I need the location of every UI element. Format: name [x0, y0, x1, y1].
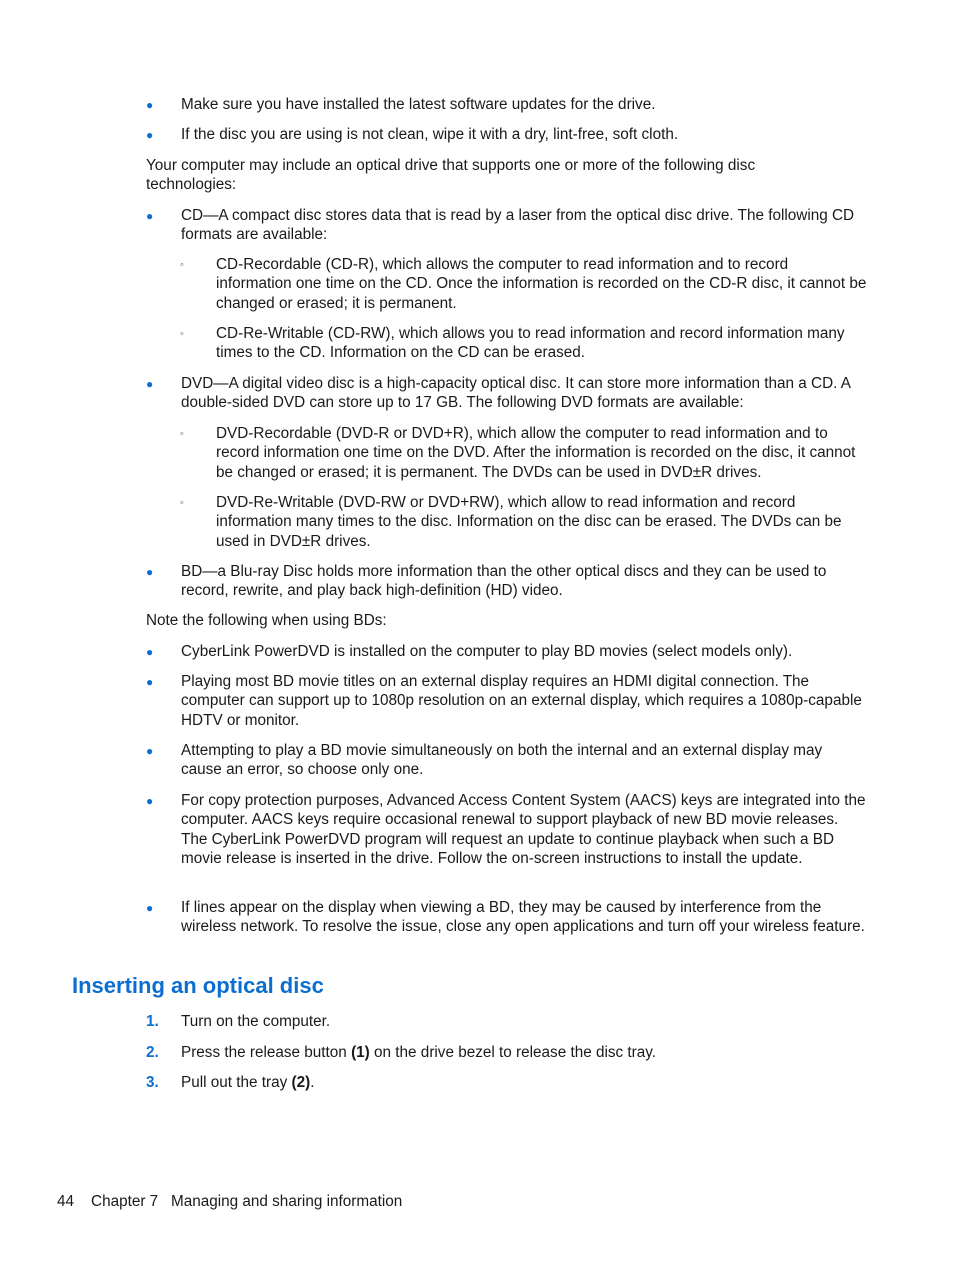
bullet-icon: ●: [146, 901, 154, 915]
bullet-icon: ●: [146, 645, 154, 659]
bullet-icon: ●: [146, 98, 154, 112]
paragraph: Note the following when using BDs:: [146, 612, 387, 629]
bullet-icon: ●: [146, 744, 154, 758]
list-item: Attempting to play a BD movie simultaneously on both the internal and an external display may cause an error, so choose only one.: [181, 742, 823, 779]
paragraph: Your computer may include an optical drive that supports one or more of the following disc technologies:: [146, 157, 756, 194]
step-number: 1.: [146, 1013, 159, 1030]
sub-bullet-icon: ◦: [180, 259, 184, 271]
sub-list-item: DVD-Re-Writable (DVD-RW or DVD+RW), which allow to read information and record information many times to the disc. Information on the disc can be erased. The DVDs can be used in DVD±R drives.: [216, 494, 842, 550]
page-footer: [57, 1192, 402, 1211]
bullet-icon: ●: [146, 128, 154, 142]
step-number: 3.: [146, 1074, 159, 1091]
list-item: Playing most BD movie titles on an external display requires an HDMI digital connection. The computer can support up to 1080p resolution on an external display, which requires a 1080p-capable HDTV or monitor.: [181, 673, 862, 729]
section-heading: Inserting an optical disc: [72, 973, 324, 998]
bullet-icon: ●: [146, 675, 154, 689]
page-number: 44: [57, 1193, 75, 1210]
sub-list-item: CD-Recordable (CD-R), which allows the computer to read information and to record information one time on the CD. Once the information is recorded on the CD-R disc, it cannot be changed or erased; it is permanent.: [216, 256, 867, 312]
list-item: BD—a Blu-ray Disc holds more information than the other optical discs and they can be used to record, rewrite, and play back high-definition (HD) video.: [181, 563, 827, 600]
list-item: If lines appear on the display when viewing a BD, they may be caused by interference from the wireless network. To resolve the issue, close any open applications and turn off your wireless feature.: [181, 899, 865, 936]
step-text: Turn on the computer.: [181, 1013, 331, 1030]
step-number: 2.: [146, 1044, 159, 1061]
callout-number: (2): [291, 1074, 311, 1091]
bullet-icon: ●: [146, 794, 154, 808]
callout-number: (1): [351, 1044, 370, 1061]
sub-bullet-icon: ◦: [180, 428, 184, 440]
chapter-label: Chapter 7: [91, 1193, 159, 1210]
bullet-icon: ●: [146, 209, 154, 223]
list-item: CD—A compact disc stores data that is read by a laser from the optical disc drive. The following CD formats are available:: [181, 207, 855, 244]
list-item: DVD—A digital video disc is a high-capacity optical disc. It can store more information than a CD. A double-sided DVD can store up to 17 GB. The following DVD formats are available:: [181, 375, 851, 412]
sub-bullet-icon: ◦: [180, 497, 184, 509]
list-item: Make sure you have installed the latest software updates for the drive.: [181, 96, 656, 113]
sub-bullet-icon: ◦: [180, 328, 184, 340]
chapter-title: Managing and sharing information: [170, 1193, 403, 1210]
step-text: Press the release button (1) on the drive bezel to release the disc tray.: [181, 1044, 657, 1061]
sub-list-item: CD-Re-Writable (CD-RW), which allows you to read information and record information many times to the CD. Information on the CD can be erased.: [216, 325, 845, 362]
list-item: If the disc you are using is not clean, wipe it with a dry, lint-free, soft cloth.: [181, 126, 679, 143]
bullet-icon: ●: [146, 565, 154, 579]
sub-list-item: DVD-Recordable (DVD-R or DVD+R), which allow the computer to read information and to record information one time on the DVD. After the information is recorded on the disc, it cannot be changed or erased; it is permanent. The DVDs can be used in DVD±R drives.: [216, 425, 856, 481]
step-text: Pull out the tray (2).: [181, 1074, 315, 1091]
list-item: For copy protection purposes, Advanced Access Content System (AACS) keys are integrated into the computer. AACS keys require occasional renewal to support playback of new BD movie releases. The CyberLink PowerDVD program will request an update to continue playback when such a BD movie release is inserted in the drive. Follow the on-screen instructions to install the update.: [181, 792, 866, 867]
list-item: CyberLink PowerDVD is installed on the computer to play BD movies (select models only).: [181, 643, 793, 660]
bullet-icon: ●: [146, 377, 154, 391]
